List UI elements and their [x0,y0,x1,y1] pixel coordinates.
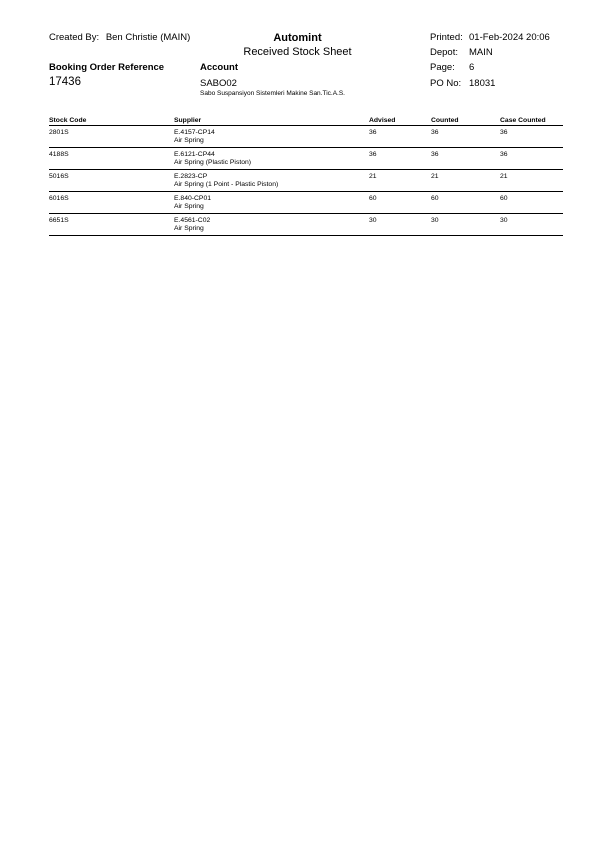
advised-cell: 36 [369,126,431,148]
po-label: PO No: [430,78,462,89]
case-counted-cell: 60 [500,192,563,214]
table-row [49,126,563,148]
account-name: Sabo Suspansiyon Sistemleri Makine San.Tic.A.S. [200,90,345,97]
item-description: Air Spring (Plastic Piston) [174,159,252,166]
booking-order-value: 17436 [49,76,81,88]
company-name: Automint [273,32,322,44]
advised-cell: 21 [369,170,431,192]
counted-cell: 60 [431,192,500,214]
depot-label: Depot: [430,47,458,58]
table-row [49,214,563,236]
stock-table [49,114,563,236]
table-header-row [49,114,563,126]
supplier-code: E.6121-CP44 [174,151,215,158]
counted-cell: 36 [431,126,500,148]
col-supplier: Supplier [174,114,369,126]
report-title: Received Stock Sheet [243,46,352,58]
created-by-value: Ben Christie (MAIN) [105,32,191,43]
supplier-code: E.2823-CP [174,173,208,180]
page-label: Page: [430,62,455,73]
booking-order-label: Booking Order Reference [49,62,165,73]
account-code: SABO02 [200,78,237,89]
account-label: Account [200,62,238,73]
printed-value: 01-Feb-2024 20:06 [469,32,550,43]
case-counted-cell: 36 [500,148,563,170]
col-stock-code: Stock Code [49,114,174,126]
stock-code-cell: 5016S [49,170,174,192]
advised-cell: 36 [369,148,431,170]
case-counted-cell: 36 [500,126,563,148]
col-counted: Counted [431,114,500,126]
table-row [49,170,563,192]
table-row [49,192,563,214]
created-by-label: Created By: [49,32,100,43]
item-description: Air Spring [174,137,204,144]
advised-cell: 60 [369,192,431,214]
item-description: Air Spring [174,225,204,232]
supplier-code: E.4157-CP14 [174,129,215,136]
supplier-cell [174,214,369,236]
case-counted-cell: 21 [500,170,563,192]
supplier-cell [174,170,369,192]
po-value: 18031 [469,78,496,89]
page-value: 6 [469,62,475,73]
stock-code-cell: 6651S [49,214,174,236]
advised-cell: 30 [369,214,431,236]
col-case-counted: Case Counted [500,114,563,126]
stock-code-cell: 6016S [49,192,174,214]
table-row [49,148,563,170]
item-description: Air Spring (1 Point - Plastic Piston) [174,181,279,188]
counted-cell: 21 [431,170,500,192]
stock-code-cell: 2801S [49,126,174,148]
depot-value: MAIN [469,47,493,58]
item-description: Air Spring [174,203,204,210]
supplier-code: E.840-CP01 [174,195,212,202]
case-counted-cell: 30 [500,214,563,236]
stock-code-cell: 4188S [49,148,174,170]
printed-label: Printed: [430,32,463,43]
counted-cell: 36 [431,148,500,170]
supplier-cell [174,192,369,214]
created-by [49,32,190,43]
supplier-cell [174,126,369,148]
counted-cell: 30 [431,214,500,236]
supplier-cell [174,148,369,170]
supplier-code: E.4561-C02 [174,217,211,224]
col-advised: Advised [369,114,431,126]
